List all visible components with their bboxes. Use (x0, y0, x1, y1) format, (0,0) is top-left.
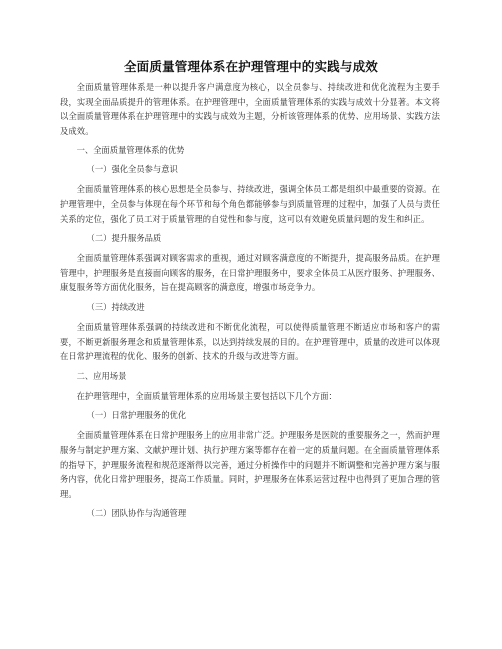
document-body (60, 80, 440, 526)
subsection-heading: （一）日常护理服务的优化 (86, 410, 187, 421)
document-title: 全面质量管理体系在护理管理中的实践与成效 (123, 59, 378, 74)
subsection-heading: （二）提升服务品质 (86, 233, 162, 244)
section-heading: 一、全面质量管理体系的优势 (76, 145, 185, 156)
subsection-paragraph: 全面质量管理体系强调对顾客需求的重视，通过对顾客满意度的不断提升，提高服务品质。在护理管理中，护理服务是直接面向顾客的服务，在日常护理服务中，要求全体员工从医疗服务、护理服务、康复服务等方面优化服务，旨在提高顾客的满意度，增强市场竞争力。 (60, 253, 440, 293)
subsection-paragraph: 全面质量管理体系的核心思想是全员参与、持续改进，强调全体员工都是组织中最重要的资源。在护理管理中，全员参与体现在每个环节和每个角色都能够参与到质量管理的过程中，加强了人员与责任关系的定位，强化了员工对于质量管理的自觉性和参与度，这可以有效避免质量问题的发生和纠正。 (60, 184, 440, 224)
section-intro-paragraph: 在护理管理中，全面质量管理体系的应用场景主要包括以下几个方面： (76, 390, 337, 401)
section-heading: 二、应用场景 (76, 370, 127, 381)
subsection-heading: （一）强化全员参与意识 (86, 164, 178, 175)
subsection-paragraph: 全面质量管理体系在日常护理服务上的应用非常广泛。护理服务是医院的重要服务之一，然而护理服务与制定护理方案、文献护理计划、执行护理方案等都存在着一定的质量问题。在全面质量管理体系的指导下，护理服务流程和规范逐渐得以完善，通过分析操作中的问题并不断调整和完善护理方案与服务内容，优化日常护理服务，提高工作质量。同时，护理服务在体系运营过程中也得到了更加合理的管理。 (60, 430, 440, 499)
subsection-heading: （二）团队协作与沟通管理 (86, 508, 187, 519)
subsection-paragraph: 全面质量管理体系强调的持续改进和不断优化流程，可以使得质量管理不断适应市场和客户的需要，不断更新服务理念和质量管理体系，以达到持续发展的目的。在护理管理中，质量的改进可以体现在日常护理流程的优化、服务的创新、技术的升级与改进等方面。 (60, 321, 440, 362)
intro-paragraph: 全面质量管理体系是一种以提升客户满意度为核心，以全员参与、持续改进和优化流程为主要手段，实现全面品质提升的管理体系。在护理管理中，全面质量管理体系的实践与成效十分显著。本文将以全面质量管理体系在护理管理中的实践与成效为主题，分析该管理体系的优势、应用场景、实践方法及成效。 (60, 82, 440, 136)
subsection-heading: （三）持续改进 (86, 301, 145, 312)
